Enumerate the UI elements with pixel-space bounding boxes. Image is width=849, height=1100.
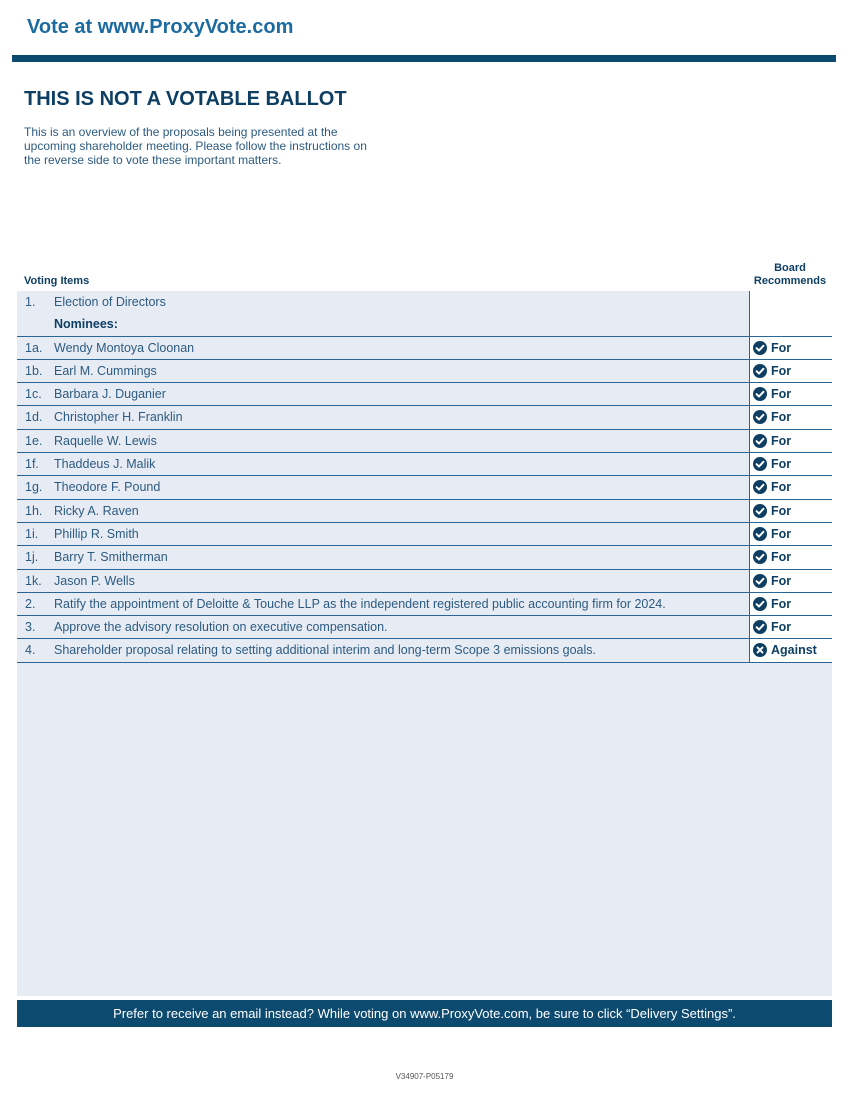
table-row — [17, 337, 832, 360]
recommendation-cell — [749, 430, 833, 452]
item-text: Shareholder proposal relating to setting additional interim and long-term Scope 3 emissions goals. — [54, 643, 596, 658]
recommendation-cell — [749, 639, 833, 661]
recommendation-label: For — [771, 550, 792, 565]
item-text: Earl M. Cummings — [54, 363, 157, 378]
item-text: Wendy Montoya Cloonan — [54, 340, 195, 355]
recommendation-cell — [749, 337, 833, 359]
item-number: 1c. — [25, 387, 42, 402]
item-text: Theodore F. Pound — [54, 480, 161, 495]
table-row — [17, 593, 832, 616]
item-number: 1g. — [25, 480, 43, 495]
item-text: Barry T. Smitherman — [54, 550, 168, 565]
table-row — [17, 453, 832, 476]
intro-text — [24, 125, 424, 167]
intro-line: the reverse side to vote these important matters. — [24, 153, 282, 167]
table-row — [17, 500, 832, 523]
item-number: 1k. — [25, 573, 42, 588]
check-circle-icon — [753, 550, 767, 564]
header-divider — [12, 55, 836, 62]
item-text: Ratify the appointment of Deloitte & Touche LLP as the independent registered public accounting firm for 2024. — [54, 596, 666, 611]
voting-items-table — [17, 291, 832, 663]
item-number: 1h. — [25, 503, 43, 518]
recommendation-label: For — [771, 620, 792, 635]
board-header-line: Recommends — [753, 275, 827, 287]
recommendation-cell — [749, 593, 833, 615]
recommendation-cell — [749, 616, 833, 638]
item-text: Ricky A. Raven — [54, 503, 139, 518]
board-recommends-header — [749, 262, 831, 288]
recommendation-cell — [749, 291, 833, 313]
item-number: 1i. — [25, 526, 39, 541]
item-text: Election of Directors — [54, 295, 166, 309]
recommendation-label: For — [771, 573, 792, 588]
check-circle-icon — [753, 364, 767, 378]
recommendation-cell — [749, 523, 833, 545]
nominees-label: Nominees: — [54, 317, 118, 332]
table-row — [17, 406, 832, 429]
recommendation-label: For — [771, 480, 792, 495]
item-number: 2. — [25, 596, 36, 611]
recommendation-label: For — [771, 596, 792, 611]
item-number: 1j. — [25, 550, 39, 565]
recommendation-cell — [749, 313, 833, 335]
recommendation-label: For — [771, 526, 792, 541]
intro-line: This is an overview of the proposals being presented at the — [24, 125, 338, 139]
recommendation-label: For — [771, 363, 792, 378]
table-row — [17, 570, 832, 593]
check-circle-icon — [753, 341, 767, 355]
delivery-settings-banner: Prefer to receive an email instead? While voting on www.ProxyVote.com, be sure to click “Delivery Settings”. — [17, 1000, 832, 1027]
check-circle-icon — [753, 527, 767, 541]
document-code: V34907-P05179 — [395, 1072, 454, 1081]
page-title: THIS IS NOT A VOTABLE BALLOT — [24, 88, 347, 110]
recommendation-cell — [749, 406, 833, 428]
table-row — [17, 313, 832, 336]
recommendation-cell — [749, 476, 833, 498]
intro-line: upcoming shareholder meeting. Please follow the instructions on — [24, 139, 367, 153]
table-row — [17, 616, 832, 639]
proxyvote-link[interactable]: Vote at www.ProxyVote.com — [27, 16, 294, 38]
check-circle-icon — [753, 410, 767, 424]
recommendation-label: Against — [771, 643, 817, 658]
check-circle-icon — [753, 457, 767, 471]
recommendation-label: For — [771, 410, 792, 425]
x-circle-icon — [753, 643, 767, 657]
check-circle-icon — [753, 620, 767, 634]
recommendation-cell — [749, 500, 833, 522]
table-row — [17, 639, 832, 662]
recommendation-cell — [749, 453, 833, 475]
recommendation-label: For — [771, 340, 792, 355]
check-circle-icon — [753, 504, 767, 518]
item-number: 1f. — [25, 457, 39, 472]
table-row — [17, 383, 832, 406]
item-number: 4. — [25, 643, 36, 658]
recommendation-label: For — [771, 457, 792, 472]
check-circle-icon — [753, 480, 767, 494]
item-text: Jason P. Wells — [54, 573, 135, 588]
table-row — [17, 523, 832, 546]
check-circle-icon — [753, 597, 767, 611]
item-text: Christopher H. Franklin — [54, 410, 183, 425]
item-text: Raquelle W. Lewis — [54, 433, 157, 448]
item-number: 1. — [25, 295, 36, 309]
check-circle-icon — [753, 574, 767, 588]
check-circle-icon — [753, 387, 767, 401]
recommendation-label: For — [771, 503, 792, 518]
recommendation-label: For — [771, 387, 792, 402]
recommendation-cell — [749, 360, 833, 382]
board-header-line: Board — [774, 262, 806, 274]
item-number: 1b. — [25, 363, 43, 378]
item-number: 1d. — [25, 410, 43, 425]
item-text: Approve the advisory resolution on executive compensation. — [54, 620, 388, 635]
check-circle-icon — [753, 434, 767, 448]
recommendation-cell — [749, 383, 833, 405]
table-row — [17, 430, 832, 453]
recommendation-label: For — [771, 433, 792, 448]
table-row — [17, 291, 832, 313]
voting-items-header: Voting Items — [24, 275, 90, 287]
item-number: 1e. — [25, 433, 43, 448]
item-number: 1a. — [25, 340, 43, 355]
recommendation-cell — [749, 570, 833, 592]
table-row — [17, 546, 832, 569]
table-row — [17, 476, 832, 499]
table-row — [17, 360, 832, 383]
item-text: Phillip R. Smith — [54, 526, 139, 541]
item-text: Thaddeus J. Malik — [54, 457, 156, 472]
item-number: 3. — [25, 620, 36, 635]
recommendation-cell — [749, 546, 833, 568]
item-text: Barbara J. Duganier — [54, 387, 166, 402]
